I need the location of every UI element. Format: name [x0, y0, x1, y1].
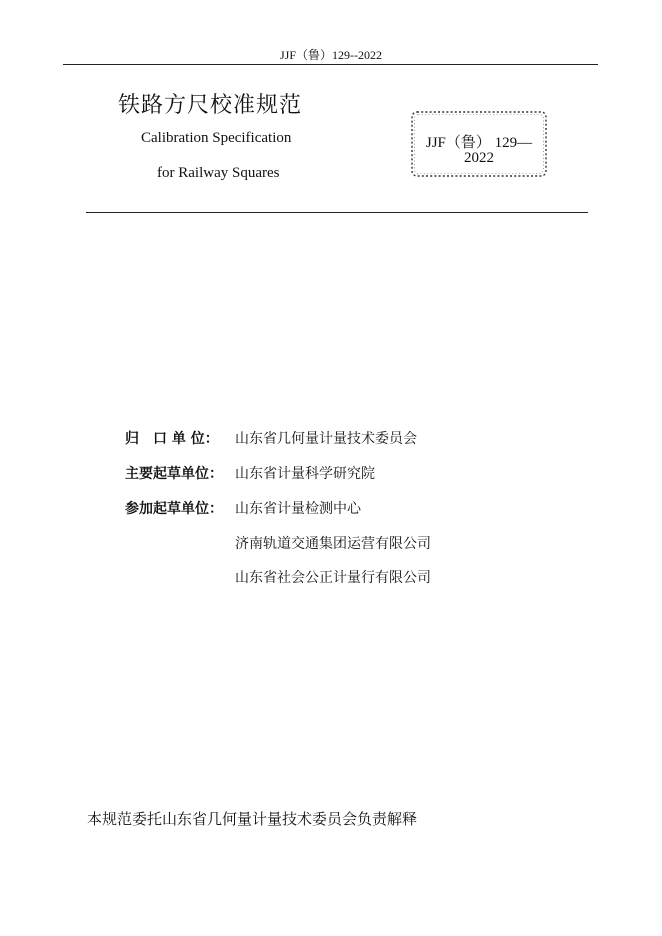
- standard-code-box: [410, 110, 548, 178]
- unit-value: 山东省几何量计量技术委员会: [235, 431, 417, 447]
- unit-label: 归 口 单 位：: [125, 431, 219, 447]
- unit-row-participant-3: [125, 567, 431, 587]
- document-title-en-line1: Calibration Specification: [141, 130, 292, 146]
- document-title-en-line2: for Railway Squares: [157, 165, 280, 181]
- unit-row-responsible: [125, 428, 417, 448]
- standard-code-line2: 2022: [464, 150, 494, 166]
- running-header: JJF（鲁）129--2022: [279, 48, 382, 62]
- unit-row-participant-1: [125, 498, 361, 518]
- header-divider: [63, 64, 598, 65]
- unit-row-main-drafter: [125, 463, 375, 483]
- document-title-cn: 铁路方尺校准规范: [118, 93, 303, 118]
- unit-value: 山东省计量科学研究院: [235, 466, 375, 482]
- unit-label: 参加起草单位：: [125, 501, 223, 517]
- standard-code-line1: JJF（鲁） 129—: [425, 135, 533, 151]
- unit-row-participant-2: [125, 533, 431, 553]
- unit-value: 济南轨道交通集团运营有限公司: [235, 536, 431, 552]
- unit-label: 主要起草单位：: [125, 466, 223, 482]
- interpretation-note: 本规范委托山东省几何量计量技术委员会负责解释: [87, 810, 418, 828]
- title-divider: [86, 212, 588, 213]
- unit-value: 山东省社会公正计量行有限公司: [235, 570, 431, 586]
- unit-value: 山东省计量检测中心: [235, 501, 361, 517]
